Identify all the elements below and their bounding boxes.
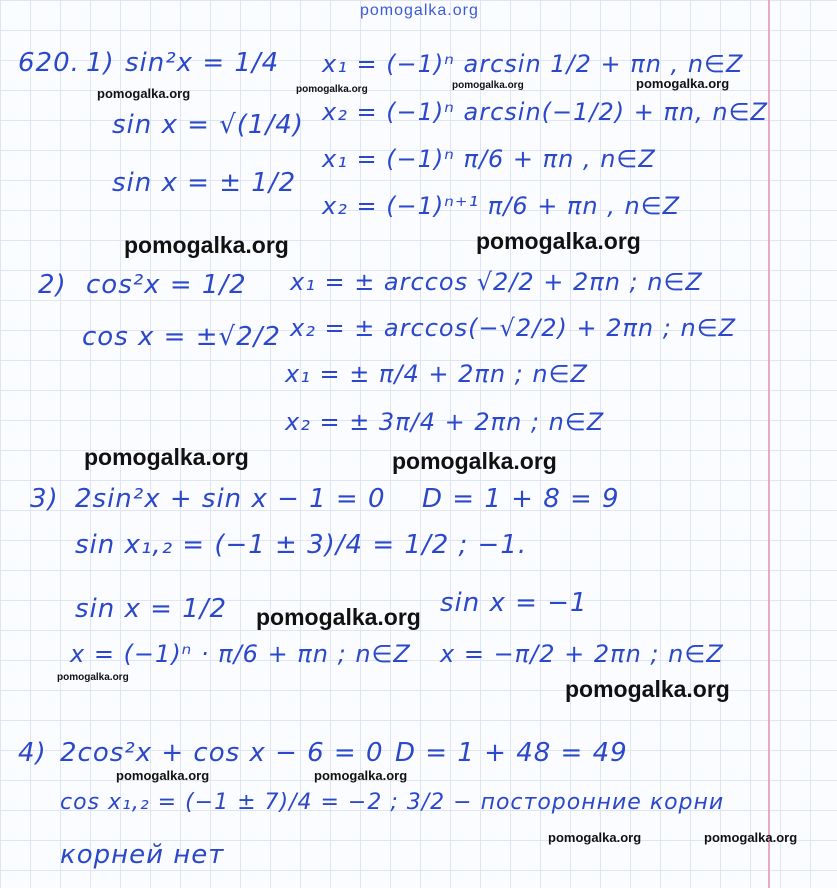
part4-label: 4)	[18, 738, 47, 768]
part4-conclusion: корней нет	[60, 840, 225, 870]
part2-sol1: x₁ = ± arccos √2/2 + 2πn ; n∈Z	[290, 268, 703, 296]
part4-discriminant: D = 1 + 48 = 49	[395, 738, 628, 768]
watermark: pomogalka.org	[565, 676, 730, 702]
watermark: pomogalka.org	[636, 76, 730, 91]
part3-case1: sin x = 1/2	[75, 594, 228, 624]
part2-sol2: x₂ = ± arccos(−√2/2) + 2πn ; n∈Z	[290, 314, 737, 342]
part3-case2: sin x = −1	[440, 588, 588, 618]
watermark: pomogalka.org	[548, 830, 642, 845]
part2-sol3: x₁ = ± π/4 + 2πn ; n∈Z	[285, 360, 588, 388]
watermark: pomogalka.org	[296, 84, 368, 95]
problem-number: 620.	[18, 48, 80, 78]
watermark: pomogalka.org	[314, 768, 408, 783]
part4-roots: cos x₁,₂ = (−1 ± 7)/4 = −2 ; 3/2 − посторонние корни	[60, 790, 725, 815]
part2-sol4: x₂ = ± 3π/4 + 2πn ; n∈Z	[285, 408, 605, 436]
part1-eq1: sin²x = 1/4	[125, 48, 280, 78]
watermark: pomogalka.org	[452, 80, 524, 91]
part3-label: 3)	[30, 484, 59, 514]
watermark: pomogalka.org	[704, 830, 798, 845]
margin-line	[768, 0, 770, 888]
watermark: pomogalka.org	[392, 448, 557, 474]
part1-sol1: x₁ = (−1)ⁿ arcsin 1/2 + πn , n∈Z	[322, 50, 744, 78]
part4-eq1: 2cos²x + cos x − 6 = 0	[60, 738, 384, 768]
watermark: pomogalka.org	[116, 768, 210, 783]
watermark: pomogalka.org	[84, 444, 249, 470]
part2-eq2: cos x = ±√2/2	[82, 322, 281, 352]
watermark: pomogalka.org	[124, 232, 289, 258]
watermark: pomogalka.org	[476, 228, 641, 254]
part2-label: 2)	[38, 270, 67, 300]
header-watermark: pomogalka.org	[360, 2, 479, 19]
part1-sol2: x₂ = (−1)ⁿ arcsin(−1/2) + πn, n∈Z	[322, 98, 768, 126]
watermark: pomogalka.org	[97, 86, 191, 101]
part3-roots: sin x₁,₂ = (−1 ± 3)/4 = 1/2 ; −1.	[75, 530, 528, 560]
part3-sol1: x = (−1)ⁿ · π/6 + πn ; n∈Z	[70, 640, 411, 668]
part1-eq3: sin x = ± 1/2	[112, 168, 297, 198]
watermark: pomogalka.org	[256, 604, 421, 630]
part1-label: 1)	[86, 48, 115, 78]
part1-sol4: x₂ = (−1)ⁿ⁺¹ π/6 + πn , n∈Z	[322, 192, 681, 220]
part2-eq1: cos²x = 1/2	[86, 270, 247, 300]
part3-sol2: x = −π/2 + 2πn ; n∈Z	[440, 640, 724, 668]
part1-sol3: x₁ = (−1)ⁿ π/6 + πn , n∈Z	[322, 145, 656, 173]
part3-discriminant: D = 1 + 8 = 9	[422, 484, 620, 514]
watermark: pomogalka.org	[57, 672, 129, 683]
part3-eq1: 2sin²x + sin x − 1 = 0	[75, 484, 386, 514]
part1-eq2: sin x = √(1/4)	[112, 110, 304, 140]
